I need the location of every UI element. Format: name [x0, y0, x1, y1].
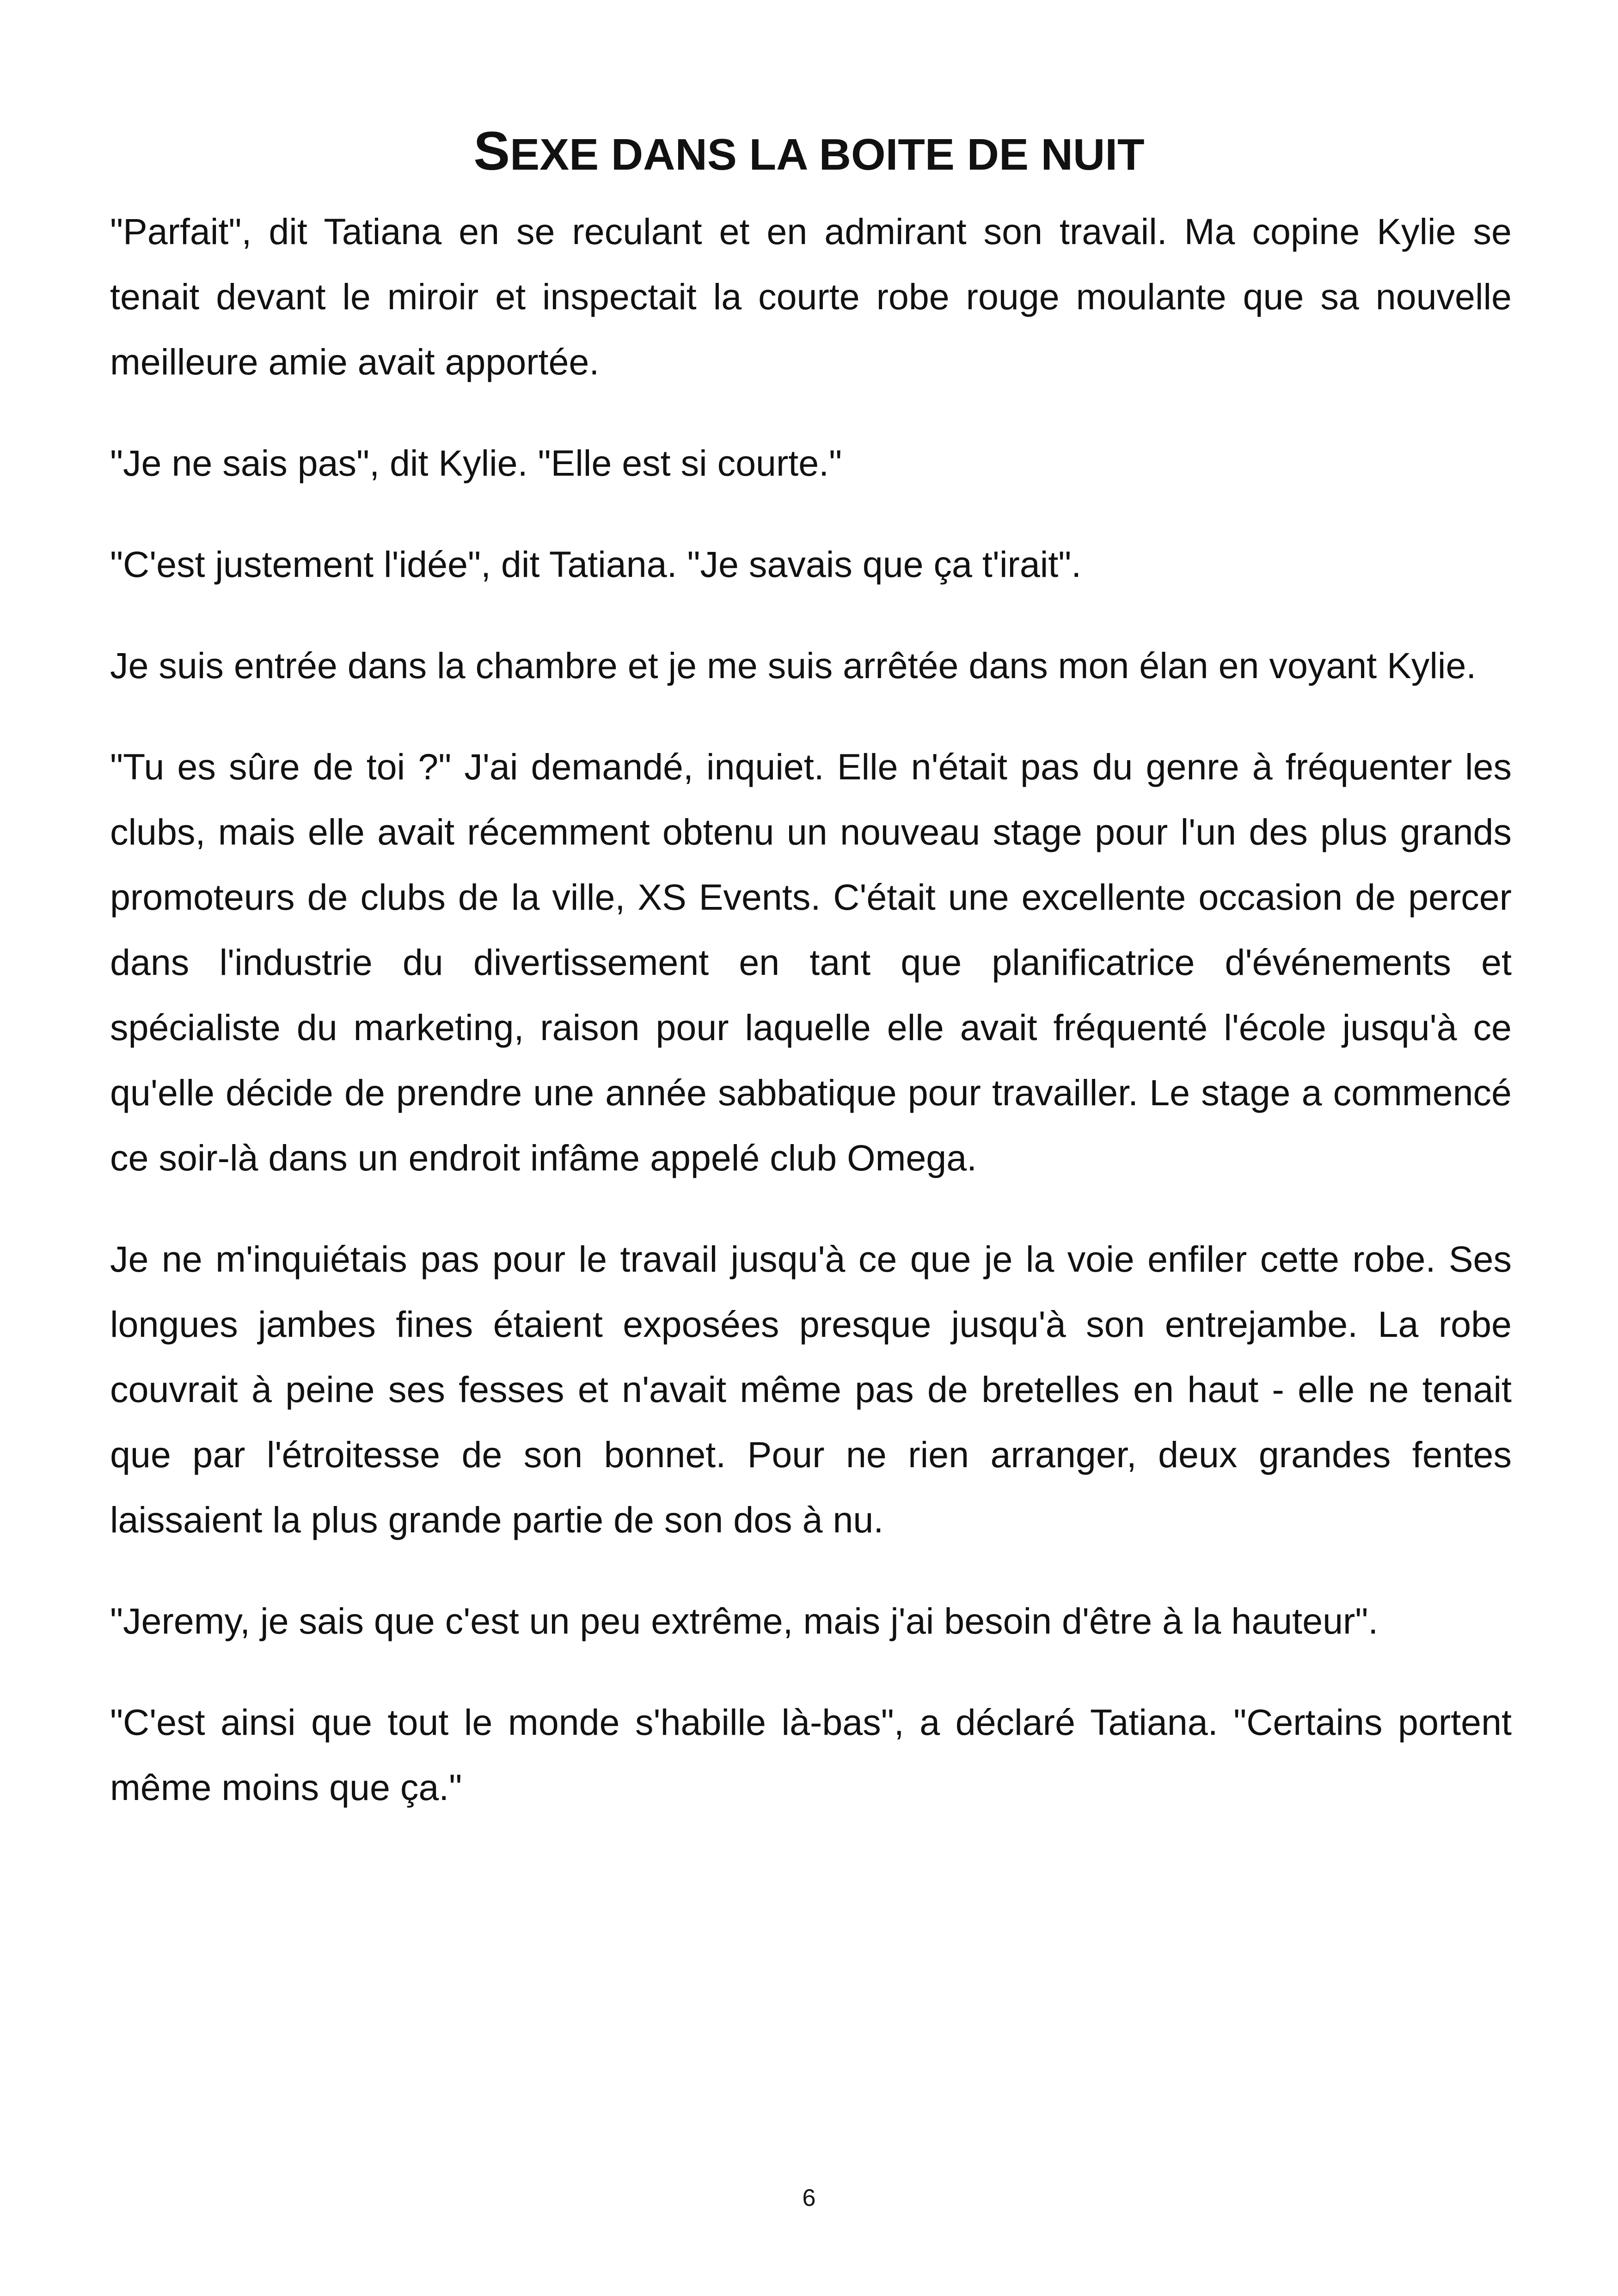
paragraph-7: "Jeremy, je sais que c'est un peu extrême, mais j'ai besoin d'être à la hauteur".: [110, 1600, 1379, 1641]
chapter-title: [0, 121, 1618, 185]
paragraph-6: Je ne m'inquiétais pas pour le travail jusqu'à ce que je la voie enfiler cette robe. Ses longues jambes fines étaient exposées presque jusqu'à son entrejambe. La robe couvrait à peine ses fesses et n'avait même pas de bretelles en haut - elle ne tenait que par l'étroitesse de son bonnet. Pour ne rien arranger, deux grandes fentes laissaient la plus grande partie de son dos à nu.: [110, 1238, 1512, 1540]
paragraph-3: "C'est justement l'idée", dit Tatiana. "Je savais que ça t'irait".: [110, 544, 1082, 585]
paragraph-8: "C'est ainsi que tout le monde s'habille là-bas", a déclaré Tatiana. "Certains portent même moins que ça.": [110, 1702, 1512, 1808]
paragraph-5: "Tu es sûre de toi ?" J'ai demandé, inquiet. Elle n'était pas du genre à fréquenter les clubs, mais elle avait récemment obtenu un nouveau stage pour l'un des plus grands promoteurs de clubs de la ville, XS Events. C'était une excellente occasion de percer dans l'industrie du divertissement en tant que planificatrice d'événements et spécialiste du marketing, raison pour laquelle elle avait fréquenté l'école jusqu'à ce qu'elle décide de prendre une année sabbatique pour travailler. Le stage a commencé ce soir-là dans un endroit infâme appelé club Omega.: [110, 746, 1512, 1178]
paragraph-2: "Je ne sais pas", dit Kylie. "Elle est si courte.": [110, 442, 842, 484]
chapter-title-initial: S: [473, 121, 510, 182]
body-text: [110, 199, 1512, 1856]
paragraph-4: Je suis entrée dans la chambre et je me suis arrêtée dans mon élan en voyant Kylie.: [110, 645, 1477, 686]
chapter-title-rest: EXE DANS LA BOITE DE NUIT: [510, 130, 1145, 180]
paragraph-1: "Parfait", dit Tatiana en se reculant et en admirant son travail. Ma copine Kylie se tenait devant le miroir et inspectait la courte robe rouge moulante que sa nouvelle meilleure amie avait apportée.: [110, 211, 1512, 382]
page-number: 6: [802, 2185, 816, 2211]
